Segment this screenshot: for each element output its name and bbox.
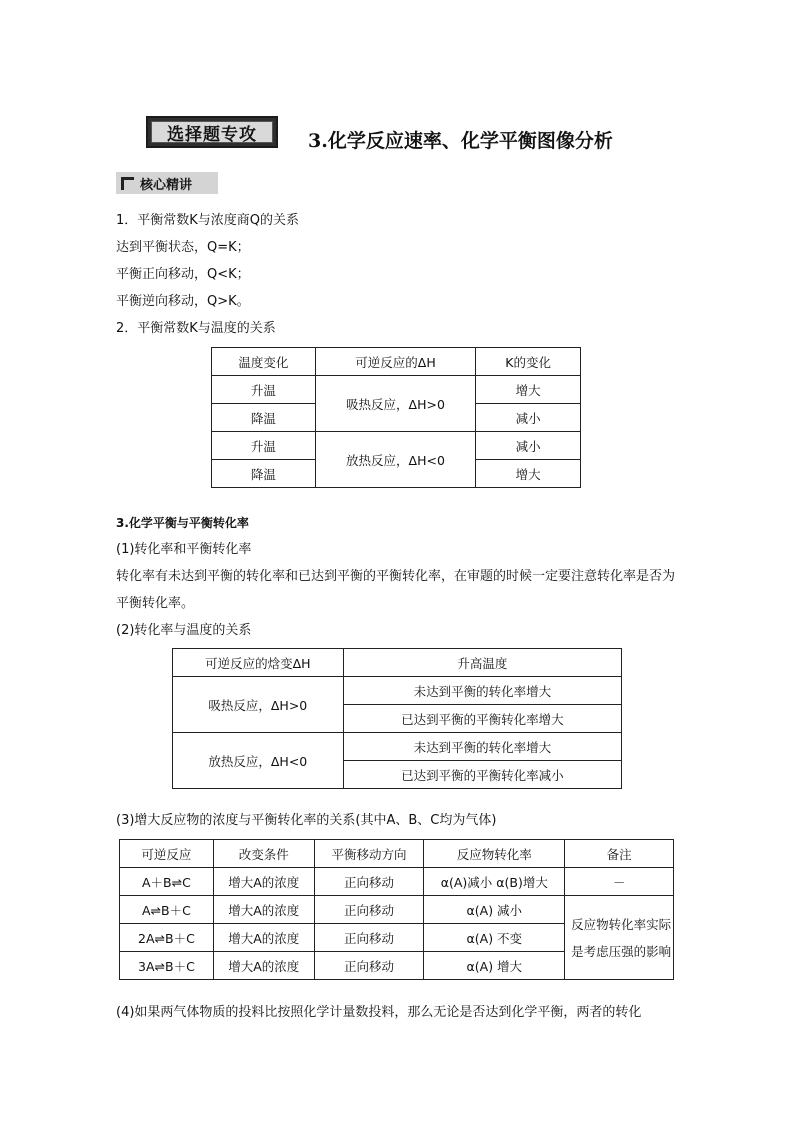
temp-cell: 降温 (212, 460, 316, 488)
k-change-cell: 减小 (476, 432, 581, 460)
conversion-cell: α(A) 减小 (424, 896, 565, 924)
reaction-cell: A⇌B＋C (120, 896, 214, 924)
section3-paragraph: 转化率有未达到平衡的转化率和已达到平衡的平衡转化率，在审题的时候一定要注意转化率是否为平衡转化率。 (116, 569, 676, 611)
table-header-cell: 温度变化 (212, 348, 316, 376)
k-change-cell: 增大 (476, 460, 581, 488)
direction-cell: 正向移动 (314, 924, 424, 952)
table-row (173, 733, 622, 761)
table-header-row (212, 348, 581, 376)
k-change-cell: 增大 (476, 376, 581, 404)
table-header-cell: 平衡移动方向 (314, 840, 424, 868)
direction-cell: 正向移动 (314, 952, 424, 980)
temp-cell: 升温 (212, 376, 316, 404)
conversion-cell: 已达到平衡的平衡转化率增大 (343, 705, 621, 733)
core-section-label: 核心精讲 (140, 177, 193, 193)
table-row (120, 896, 674, 924)
conversion-cell: α(A)减小 α(B)增大 (424, 868, 565, 896)
table-header-cell: 可逆反应的ΔH (315, 348, 476, 376)
section-badge (146, 116, 278, 148)
reaction-type-cell: 放热反应，ΔH<0 (315, 432, 476, 488)
section3-sub1: (1)转化率和平衡转化率 (116, 542, 252, 557)
condition-cell: 增大A的浓度 (213, 924, 314, 952)
reaction-type-cell: 吸热反应，ΔH>0 (315, 376, 476, 432)
section3-sub3: (3)增大反应物的浓度与平衡转化率的关系(其中A、B、C均为气体) (116, 813, 497, 828)
conversion-cell: 未达到平衡的转化率增大 (343, 733, 621, 761)
k-change-cell: 减小 (476, 404, 581, 432)
core-section-tag (116, 172, 218, 194)
table-row (173, 677, 622, 705)
table-header-cell: 升高温度 (343, 649, 621, 677)
section1-line: 平衡正向移动，Q<K； (116, 267, 250, 282)
table-header-cell: 备注 (565, 840, 674, 868)
k-temperature-table (211, 347, 581, 488)
section1-line: 达到平衡状态，Q=K； (116, 240, 250, 255)
reaction-type-cell: 吸热反应，ΔH>0 (173, 677, 344, 733)
note-cell: － (565, 868, 674, 896)
direction-cell: 正向移动 (314, 868, 424, 896)
reaction-cell: 3A⇌B＋C (120, 952, 214, 980)
section1-line: 平衡逆向移动，Q>K。 (116, 294, 250, 309)
table-row (120, 868, 674, 896)
table-header-cell: K的变化 (476, 348, 581, 376)
page-title: 3.化学反应速率、化学平衡图像分析 (308, 130, 613, 152)
temp-cell: 升温 (212, 432, 316, 460)
temp-cell: 降温 (212, 404, 316, 432)
direction-cell: 正向移动 (314, 896, 424, 924)
section2-heading: 2．平衡常数K与温度的关系 (116, 321, 276, 336)
table-header-cell: 可逆反应的焓变ΔH (173, 649, 344, 677)
table-header-cell: 可逆反应 (120, 840, 214, 868)
table-row (212, 432, 581, 460)
reaction-cell: 2A⇌B＋C (120, 924, 214, 952)
section3-heading: 3.化学平衡与平衡转化率 (116, 516, 249, 530)
condition-cell: 增大A的浓度 (213, 952, 314, 980)
section3-sub4: (4)如果两气体物质的投料比按照化学计量数投料，那么无论是否达到化学平衡，两者的转化 (116, 1005, 642, 1020)
table-row (212, 376, 581, 404)
table-header-row (173, 649, 622, 677)
condition-cell: 增大A的浓度 (213, 896, 314, 924)
conversion-cell: α(A) 增大 (424, 952, 565, 980)
reaction-cell: A＋B⇌C (120, 868, 214, 896)
concentration-conversion-table (119, 839, 674, 980)
conversion-cell: α(A) 不变 (424, 924, 565, 952)
section3-sub2: (2)转化率与温度的关系 (116, 623, 252, 638)
reaction-type-cell: 放热反应，ΔH<0 (173, 733, 344, 789)
condition-cell: 增大A的浓度 (213, 868, 314, 896)
table-header-cell: 改变条件 (213, 840, 314, 868)
merged-note-cell: 反应物转化率实际是考虑压强的影响 (565, 896, 674, 980)
section-badge-label: 选择题专攻 (151, 121, 273, 143)
conversion-temperature-table (172, 648, 622, 789)
table-header-cell: 反应物转化率 (424, 840, 565, 868)
table-header-row (120, 840, 674, 868)
corner-mark-icon (121, 177, 134, 190)
conversion-cell: 已达到平衡的平衡转化率减小 (343, 761, 621, 789)
conversion-cell: 未达到平衡的转化率增大 (343, 677, 621, 705)
section1-heading: 1．平衡常数K与浓度商Q的关系 (116, 213, 300, 228)
